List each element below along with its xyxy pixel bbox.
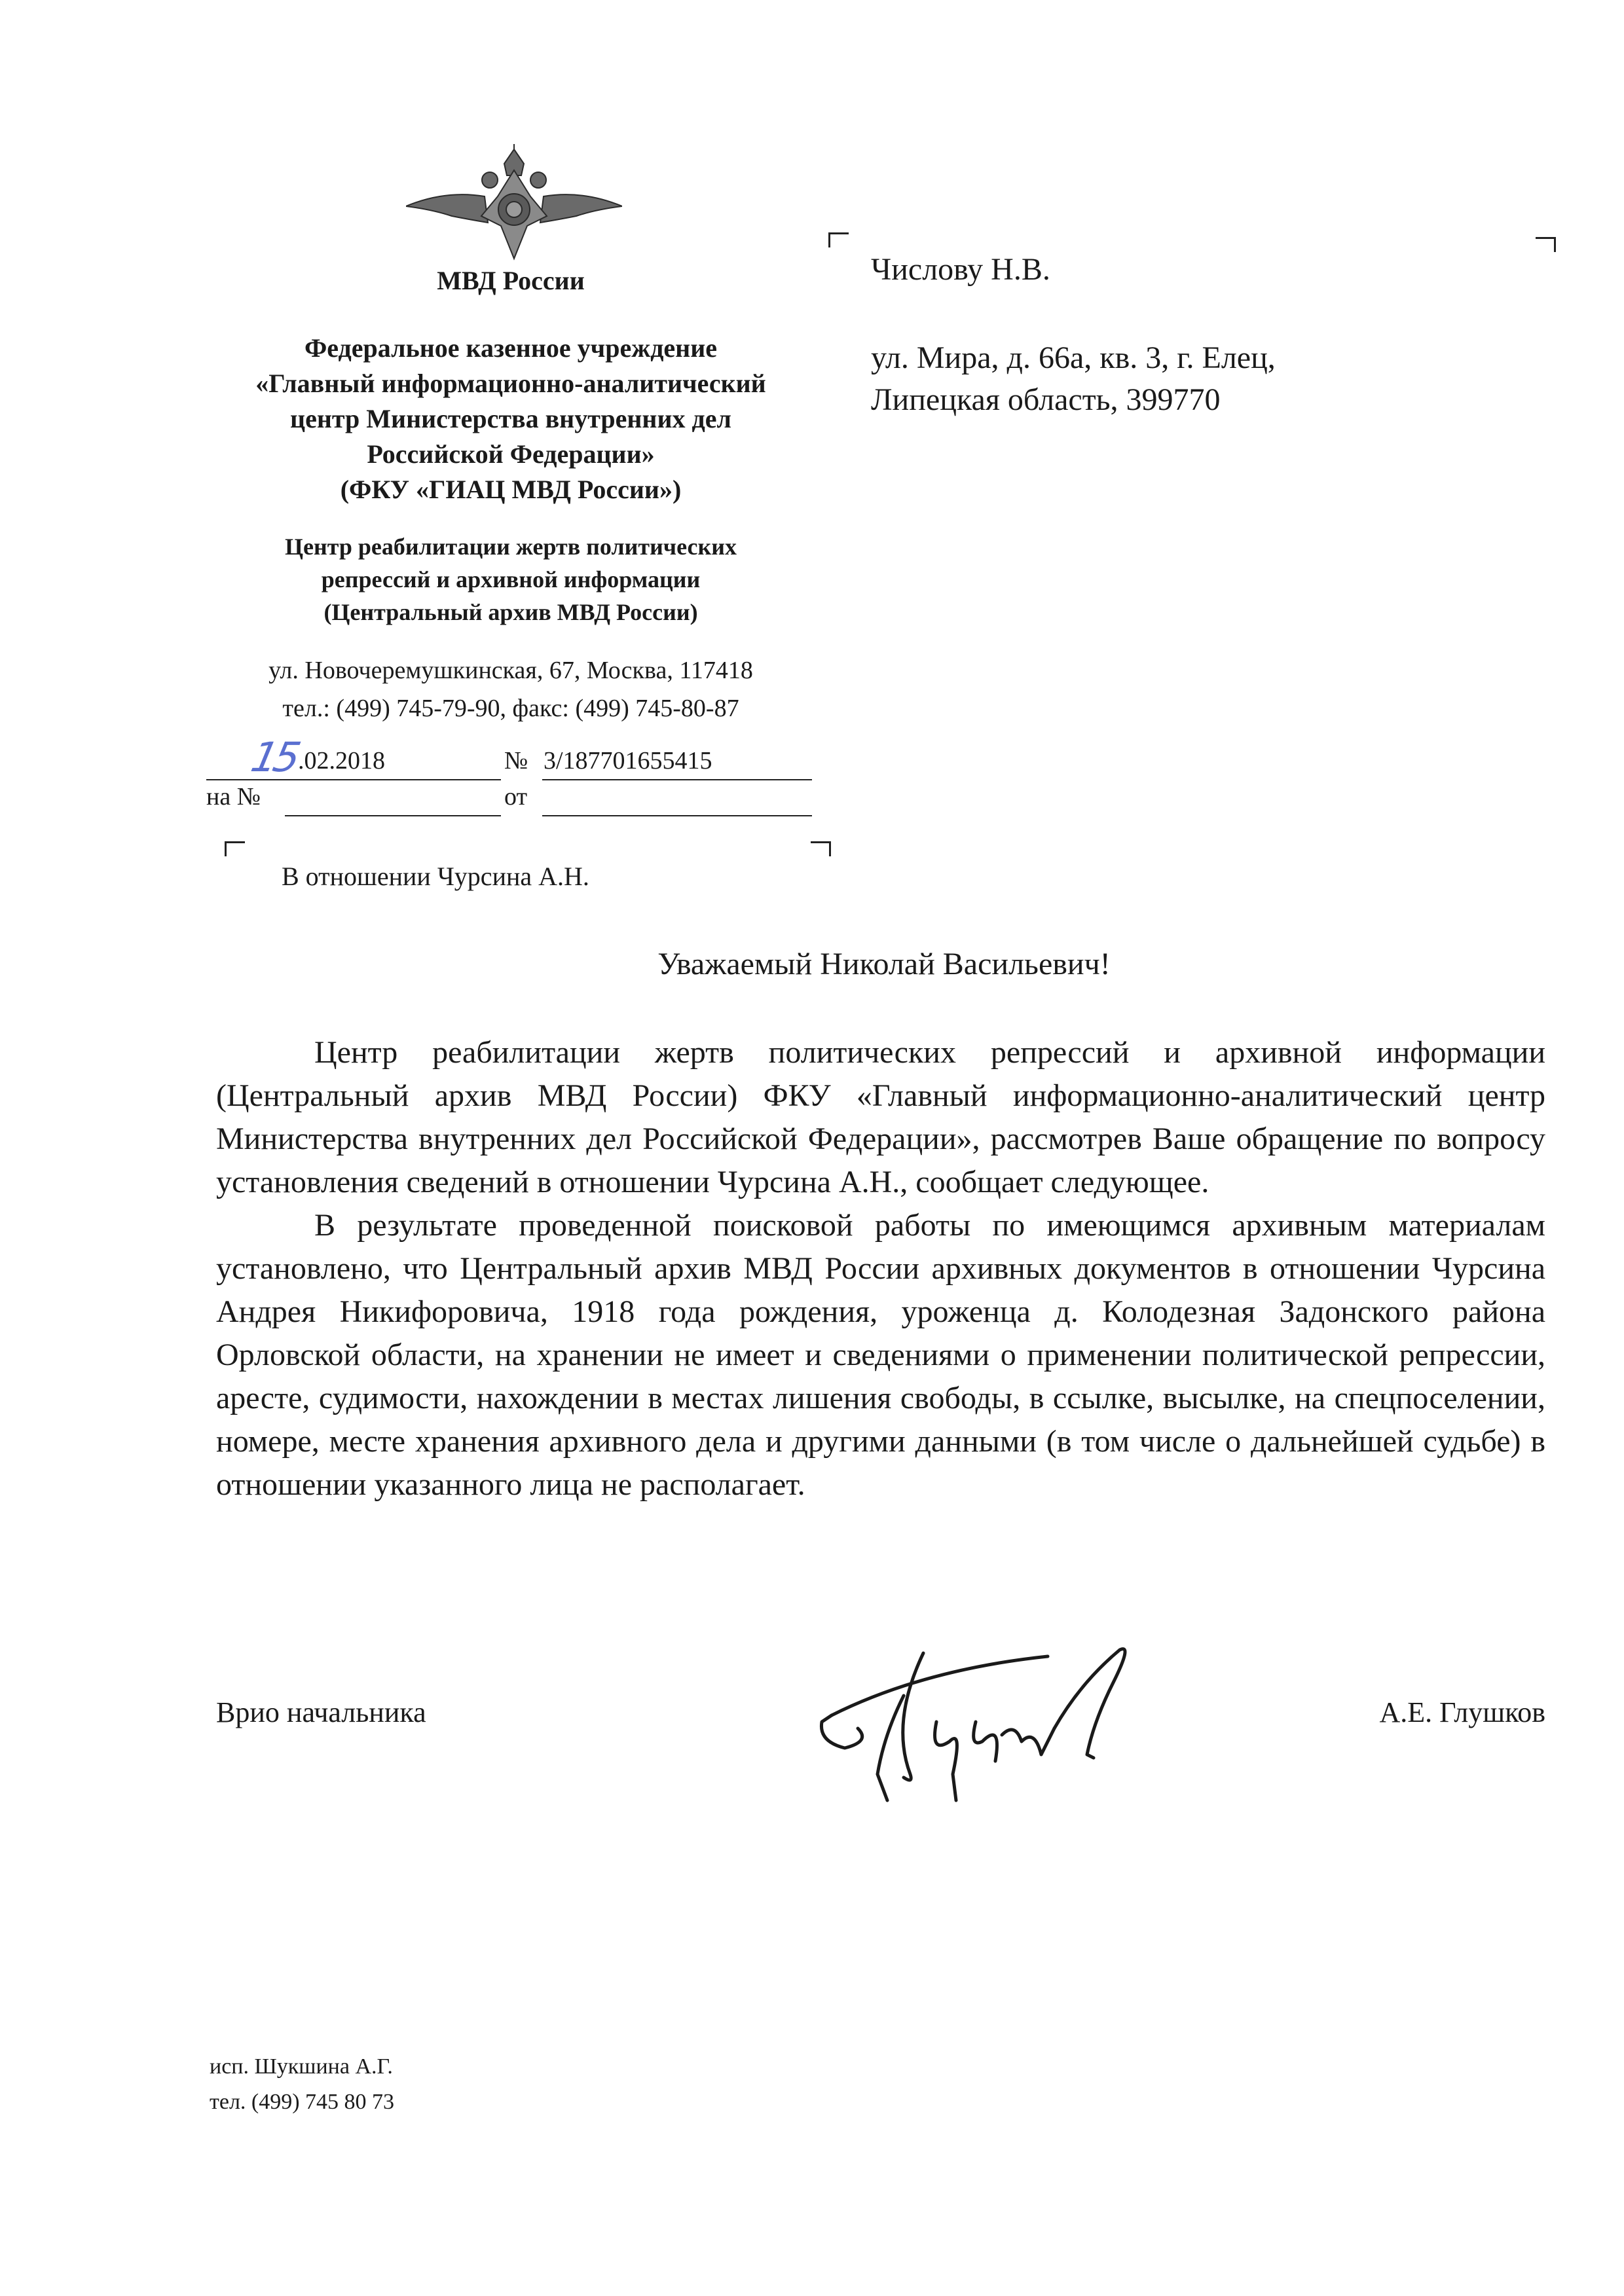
date-rest: .02.2018: [298, 747, 385, 774]
body-paragraph: В результате проведенной поисковой работы по имеющимся архивным материалам установлено, что Центральный архив МВД России архивных документов в отношении Чурсина Андрея Никифоровича, 1918 года рождения, уроженца д. Колодезная Задонского района Орловской области, на хранении не имеет и сведениями о применении политической репрессии, аресте, судимости, нахождении в местах лишения свободы, в ссылке, высылке, на спецпоселении, номере, месте хранения архивного дела и другими данными (в том числе о дальнейшей судьбе) в отношении указанного лица не располагает.: [216, 1208, 1545, 1502]
sender-phones: тел.: (499) 745-79-90, факс: (499) 745-80-87: [282, 695, 739, 722]
ref-number-underline: [285, 815, 501, 816]
recipient-address: [871, 337, 1276, 421]
sender-address: [183, 651, 838, 727]
department-line: Центр реабилитации жертв политических: [285, 534, 737, 560]
executor-info: [210, 2049, 394, 2120]
mvd-emblem-icon: [406, 144, 622, 262]
signatory-name: А.Е. Глушков: [1379, 1696, 1545, 1728]
handwritten-date-day: 15: [247, 733, 301, 781]
org-line: Федеральное казенное учреждение: [304, 333, 718, 363]
subject-corner-right: [811, 841, 831, 856]
department-name: [183, 530, 838, 629]
date-underline: [206, 779, 501, 780]
recipient-address-line: Липецкая область, 399770: [871, 382, 1221, 417]
ref-from-label: от: [504, 783, 528, 811]
ref-from-underline: [542, 815, 812, 816]
department-line: репрессий и архивной информации: [321, 566, 701, 592]
signatory-title: Врио начальника: [216, 1696, 426, 1728]
org-line: (ФКУ «ГИАЦ МВД России»): [340, 475, 682, 504]
organization-name: [183, 331, 838, 507]
sender-street: ул. Новочеремушкинская, 67, Москва, 117418: [268, 657, 753, 684]
body-paragraph: Центр реабилитации жертв политических репрессий и архивной информации (Центральный архив МВД России) ФКУ «Главный информационно-аналитический центр Министерства внутренних дел Российской Федерации», рассмотрев Ваше обращение по вопросу установления сведений в отношении Чурсина А.Н., сообщает следующее.: [216, 1035, 1545, 1199]
org-line: центр Министерства внутренних дел: [290, 404, 731, 433]
org-line: «Главный информационно-аналитический: [255, 369, 766, 398]
handwritten-signature-icon: [805, 1643, 1225, 1813]
recipient-name: Числову Н.В.: [871, 252, 1050, 287]
subject-corner-left: [225, 841, 245, 856]
registration-number: 3/187701655415: [544, 747, 712, 774]
executor-phone: тел. (499) 745 80 73: [210, 2090, 395, 2114]
ministry-title: МВД России: [437, 266, 585, 295]
number-underline: [542, 779, 812, 780]
org-line: Российской Федерации»: [367, 439, 655, 469]
letter-body: [216, 1031, 1545, 1506]
department-line: (Центральный архив МВД России): [323, 599, 698, 625]
recipient-corner-left: [828, 232, 849, 247]
greeting: Уважаемый Николай Васильевич!: [657, 947, 1111, 981]
number-label: №: [504, 747, 528, 774]
executor-name: исп. Шукшина А.Г.: [210, 2054, 393, 2079]
recipient-address-line: ул. Мира, д. 66а, кв. 3, г. Елец,: [871, 340, 1276, 375]
recipient-corner-right: [1536, 237, 1556, 252]
ref-number-label: на №: [206, 783, 261, 811]
subject-line: В отношении Чурсина А.Н.: [282, 862, 589, 891]
